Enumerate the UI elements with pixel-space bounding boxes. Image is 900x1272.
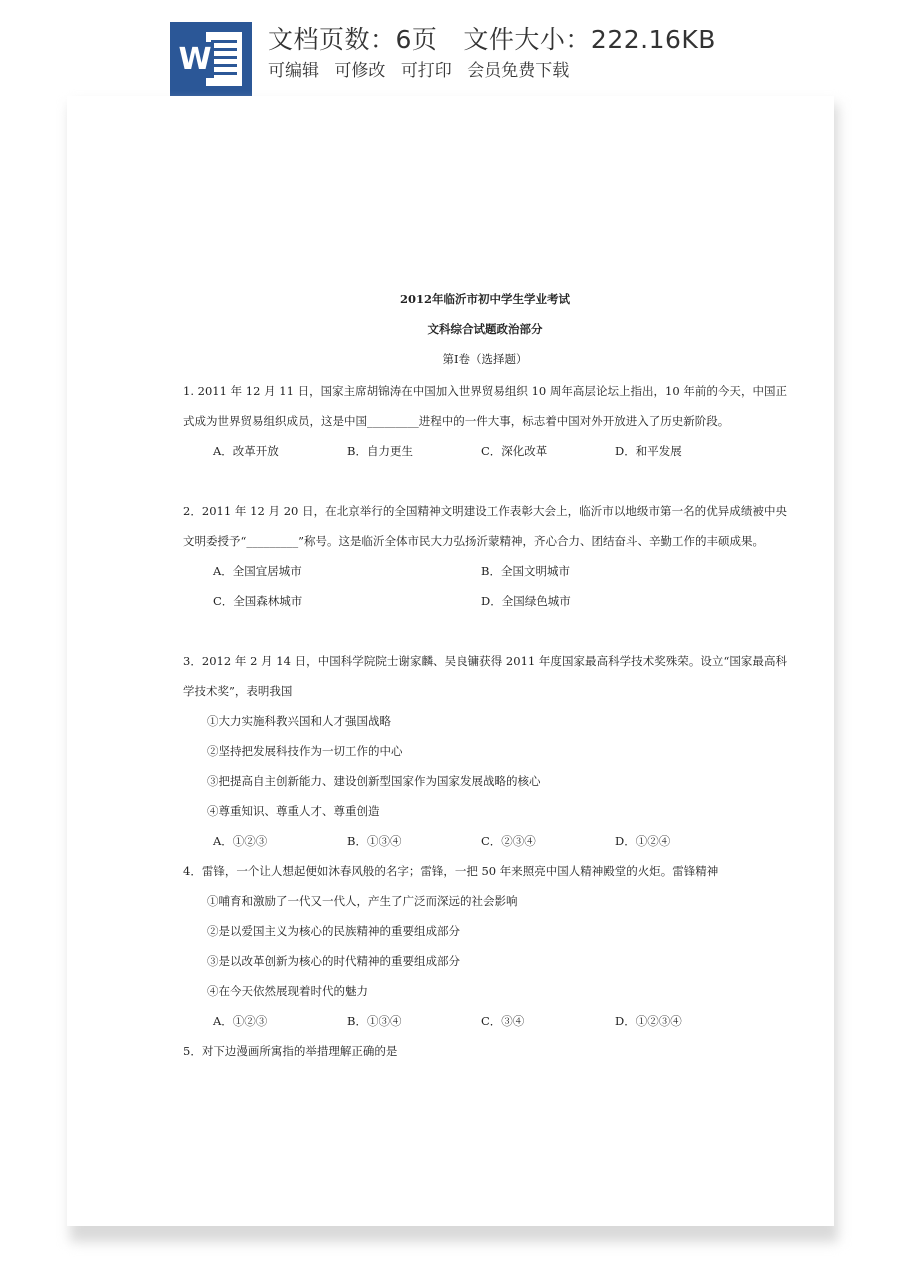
question-2-text: 2．2011 年 12 月 20 日，在北京举行的全国精神文明建设工作表彰大会上，临沂市以地级市第一名的优异成绩被中央文明委授予“_________”称号。这是临沂全体市民大力弘扬沂蒙精神，齐心合力、团结奋斗、辛勤工作的丰硕成果。 (183, 504, 787, 548)
statement-1: ①哺育和激励了一代又一代人，产生了广泛而深远的社会影响 (207, 894, 518, 908)
question-3-options (183, 826, 787, 856)
question-5-text: 5．对下边漫画所寓指的举措理解正确的是 (183, 1044, 398, 1058)
document-title: 2012年临沂市初中学生学业考试 (399, 292, 570, 306)
option-d: D．和平发展 (615, 444, 682, 458)
option-c: C．全国森林城市 (213, 594, 303, 608)
option-a: A．全国宜居城市 (213, 564, 302, 578)
option-d: D．全国绿色城市 (481, 594, 571, 608)
option-b: B．全国文明城市 (481, 564, 570, 578)
option-b: B．①③④ (347, 1014, 402, 1028)
option-b: B．自力更生 (347, 444, 413, 458)
feature-list (268, 56, 579, 81)
option-c: C．②③④ (481, 834, 536, 848)
statement-2: ②坚持把发展科技作为一切工作的中心 (207, 744, 403, 758)
option-d: D．①②④ (615, 834, 671, 848)
option-a: A．改革开放 (213, 444, 279, 458)
question-3 (183, 646, 787, 856)
question-1-text: 1. 2011 年 12 月 11 日，国家主席胡锦涛在中国加入世界贸易组织 10 周年高层论坛上指出，10 年前的今天，中国正式成为世界贸易组织成员，这是中国_________进程中的一件大事，标志着中国对外开放进入了历史新阶段。 (183, 384, 787, 428)
option-c: C．③④ (481, 1014, 525, 1028)
page-count: 文档页数：6页 (268, 25, 438, 54)
feature-printable: 可打印 (400, 61, 452, 81)
option-b: B．①③④ (347, 834, 402, 848)
question-3-text: 3．2012 年 2 月 14 日，中国科学院院士谢家麟、吴良镛获得 2011 年度国家最高科学技术奖殊荣。设立“国家最高科学技术奖”，表明我国 (183, 654, 787, 698)
question-2-options-row-2 (183, 586, 787, 616)
question-1 (183, 376, 787, 466)
question-4-options (183, 1006, 787, 1036)
document-subtitle: 文科综合试题政治部分 (427, 322, 543, 336)
option-d: D．①②③④ (615, 1014, 682, 1028)
section-heading: 第Ⅰ卷（选择题） (442, 352, 528, 366)
statement-3: ③把提高自主创新能力、建设创新型国家作为国家发展战略的核心 (207, 774, 541, 788)
file-size: 文件大小：222.16KB (463, 25, 716, 54)
question-2 (183, 496, 787, 616)
word-letter: W (176, 42, 214, 78)
header-banner (0, 0, 900, 96)
question-1-options (183, 436, 787, 466)
option-a: A．①②③ (213, 1014, 268, 1028)
option-a: A．①②③ (213, 834, 268, 848)
feature-editable: 可编辑 (268, 61, 319, 81)
question-4 (183, 856, 787, 1036)
document-page (67, 96, 834, 1226)
statement-3: ③是以改革创新为核心的时代精神的重要组成部分 (207, 954, 460, 968)
file-info (268, 20, 716, 56)
feature-modifiable: 可修改 (334, 61, 386, 81)
option-c: C．深化改革 (481, 444, 548, 458)
statement-2: ②是以爱国主义为核心的民族精神的重要组成部分 (207, 924, 460, 938)
feature-member-download: 会员免费下载 (467, 61, 570, 81)
question-5 (183, 1036, 787, 1066)
question-2-options-row-1 (183, 556, 787, 586)
statement-4: ④在今天依然展现着时代的魅力 (207, 984, 368, 998)
statement-1: ①大力实施科教兴国和人才强国战略 (207, 714, 391, 728)
word-document-icon (170, 22, 252, 96)
statement-4: ④尊重知识、尊重人才、尊重创造 (207, 804, 380, 818)
question-4-text: 4．雷锋，一个让人想起便如沐春风般的名字；雷锋，一把 50 年来照亮中国人精神殿堂的火炬。雷锋精神 (183, 864, 719, 878)
